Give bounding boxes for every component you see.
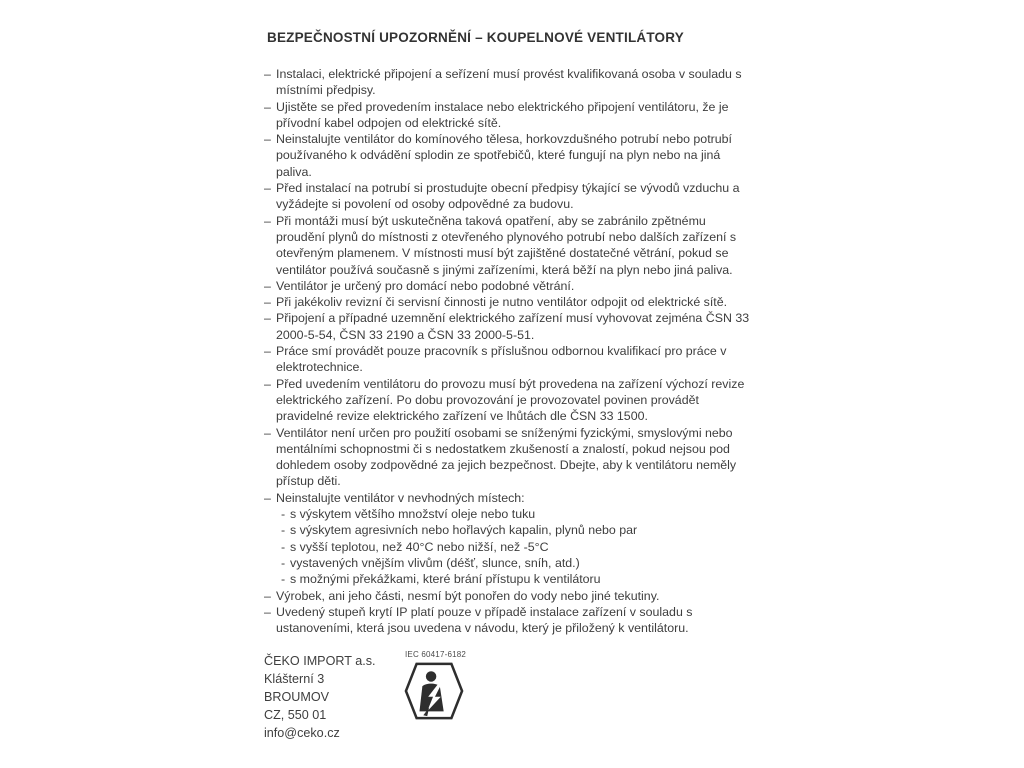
- bullet-dash: -: [281, 507, 286, 522]
- bullet-dash: –: [264, 295, 271, 310]
- warning-item: [264, 588, 752, 604]
- bullet-dash: –: [264, 344, 271, 359]
- warning-text: Neinstalujte ventilátor v nevhodných místech:: [276, 490, 525, 505]
- company-address-line: ČEKO IMPORT a.s.: [264, 654, 376, 668]
- bullet-dash: –: [264, 604, 271, 619]
- warning-subitem: [264, 571, 752, 587]
- company-address-line: CZ, 550 01: [264, 708, 327, 722]
- warning-subitem: [264, 539, 752, 555]
- bullet-dash: –: [264, 425, 271, 440]
- company-address-line: BROUMOV: [264, 690, 330, 704]
- bullet-dash: –: [264, 376, 271, 391]
- bullet-dash: –: [264, 181, 271, 196]
- iec-symbol-block: [403, 650, 479, 721]
- bullet-dash: –: [264, 278, 271, 293]
- warning-item: [264, 310, 752, 343]
- warning-text: Výrobek, ani jeho části, nesmí být ponořen do vody nebo jiné tekutiny.: [276, 588, 660, 603]
- warning-text: Uvedený stupeň krytí IP platí pouze v případě instalace zařízení v souladu s ustanoveními, která jsou uvedena v návodu, který je přiložený k ventilátoru.: [276, 604, 693, 636]
- warning-text: Instalaci, elektrické připojení a seřízení musí provést kvalifikovaná osoba v souladu s místními předpisy.: [276, 67, 742, 98]
- bullet-dash: -: [281, 523, 286, 538]
- warning-text: s možnými překážkami, které brání přístupu k ventilátoru: [290, 572, 601, 587]
- bullet-dash: -: [281, 539, 286, 554]
- bullet-dash: -: [281, 555, 286, 570]
- warning-text: Ventilátor je určený pro domácí nebo podobné větrání.: [276, 278, 575, 293]
- warning-text: Připojení a případné uzemnění elektrického zařízení musí vyhovovat zejména ČSN 33 2000-5-54, ČSN 33 2190 a ČSN 33 2000-5-51.: [276, 311, 750, 342]
- bullet-dash: –: [264, 213, 271, 228]
- warning-text: vystavených vnějším vlivům (déšť, slunce, sníh, atd.): [290, 555, 580, 570]
- warning-item: [264, 425, 752, 490]
- warning-item: [264, 213, 752, 278]
- warning-text: Před uvedením ventilátoru do provozu musí být provedena na zařízení výchozí revize elektrického zařízení. Po dobu provozování je provozovatel povinen provádět pravidelné revize elektrického zařízení ve lhůtách dle ČSN 33 1500.: [276, 376, 745, 424]
- warning-item: [264, 376, 752, 425]
- warning-item: [264, 490, 752, 506]
- iec-symbol-label: IEC 60417-6182: [405, 650, 467, 659]
- warning-subitem: [264, 506, 752, 522]
- warning-list: [264, 66, 752, 636]
- warning-text: Práce smí provádět pouze pracovník s příslušnou odbornou kvalifikací pro práce v elektrotechnice.: [276, 344, 727, 375]
- bullet-dash: –: [264, 588, 271, 603]
- warning-text: Před instalací na potrubí si prostudujte obecní předpisy týkající se vývodů vzduchu a vyžádejte si povolení od osoby odpovědné za budovu.: [276, 181, 740, 212]
- warning-item: [264, 131, 752, 180]
- warning-text: Neinstalujte ventilátor do komínového tělesa, horkovzdušného potrubí nebo potrubí používaného k odvádění splodin ze spotřebičů, které fungují na plyn nebo na jiná paliva.: [276, 132, 732, 179]
- warning-text: s vyšší teplotou, než 40°C nebo nižší, než -5°C: [290, 539, 549, 554]
- bullet-dash: –: [264, 99, 271, 114]
- warning-text: s výskytem agresivních nebo hořlavých kapalin, plynů nebo par: [290, 523, 638, 538]
- warning-item: [264, 180, 752, 213]
- warning-item: [264, 294, 752, 310]
- bullet-dash: –: [264, 132, 271, 147]
- company-address-line: info@ceko.cz: [264, 726, 340, 740]
- warning-item: [264, 604, 752, 637]
- warning-text: Ventilátor není určen pro použití osobami se sníženými fyzickými, smyslovými nebo mentálními schopnostmi či s nedostatkem zkušeností a znalostí, pokud nejsou pod dohledem osoby zodpovědné za jejich bezpečnost. Dbejte, aby k ventilátoru neměly přístup děti.: [276, 425, 737, 489]
- warning-item: [264, 343, 752, 376]
- warning-subitem: [264, 555, 752, 571]
- warning-subitem: [264, 522, 752, 538]
- warning-item: [264, 66, 752, 99]
- bullet-dash: –: [264, 67, 271, 81]
- bullet-dash: –: [264, 311, 271, 326]
- warning-text: Při montáži musí být uskutečněna taková opatření, aby se zabránilo zpětnému proudění plynů do místnosti z otevřeného plynového potrubí nebo dalších zařízení s otevřeným plamenem. V místnosti musí být zajištěné dostatečné větrání, pokud se ventilátor používá současně s jinými zařízeními, která běží na plyn nebo jiná paliva.: [276, 213, 737, 277]
- qualified-electrician-icon: [403, 661, 479, 721]
- warning-text: Při jakékoliv revizní či servisní činnosti je nutno ventilátor odpojit od elektrické sítě.: [276, 295, 728, 310]
- company-address-block: [264, 652, 376, 742]
- page-title: BEZPEČNOSTNÍ UPOZORNĚNÍ – KOUPELNOVÉ VENTILÁTORY: [267, 30, 684, 45]
- warning-text: Ujistěte se před provedením instalace nebo elektrického připojení ventilátoru, že je přívodní kabel odpojen od elektrické sítě.: [276, 99, 729, 130]
- warning-item: [264, 278, 752, 294]
- company-address-line: Klášterní 3: [264, 672, 325, 686]
- warning-text: s výskytem většího množství oleje nebo tuku: [290, 507, 536, 522]
- warning-item: [264, 99, 752, 132]
- bullet-dash: –: [264, 490, 271, 505]
- bullet-dash: -: [281, 572, 286, 587]
